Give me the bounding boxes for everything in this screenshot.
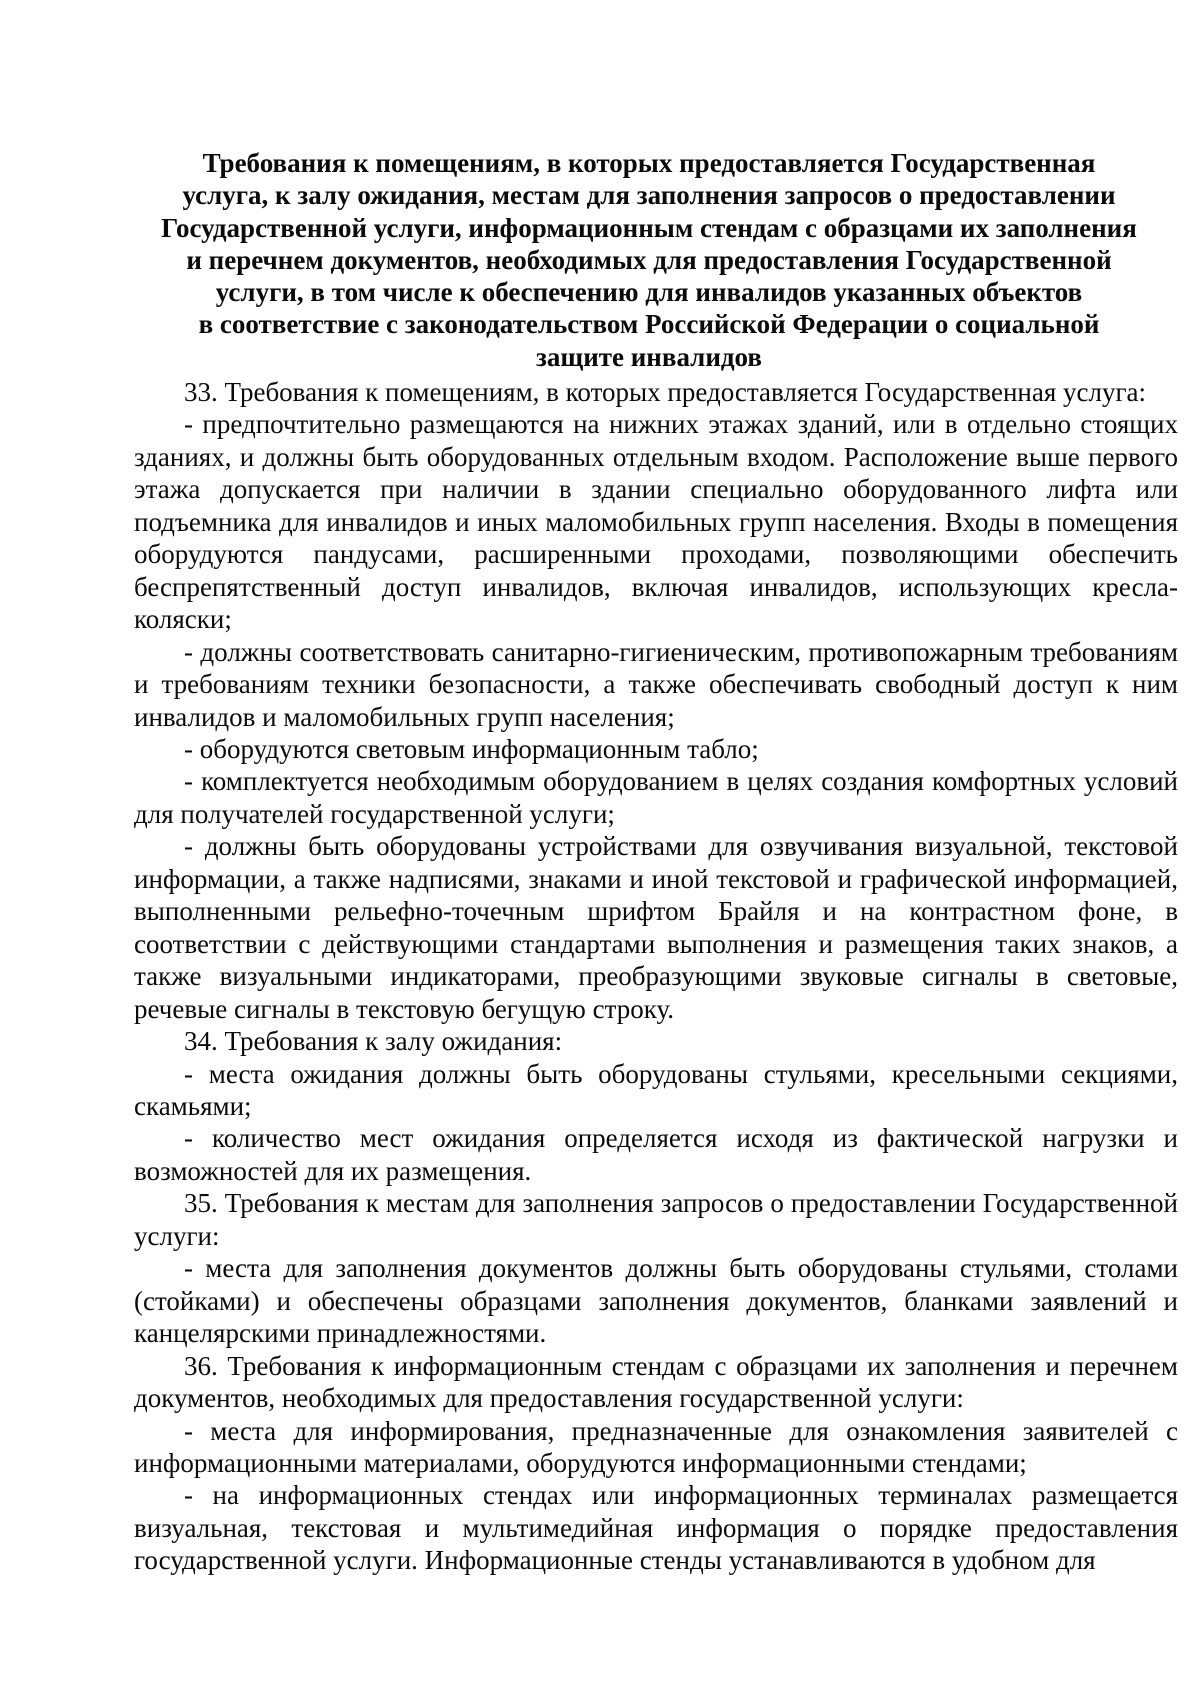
section-heading: [120, 147, 1178, 373]
clause-35-title: 35. Требования к местам для заполнения запросов о предоставлении Государственной услуги:: [134, 1188, 1178, 1251]
heading-line: и перечнем документов, необходимых для предоставления Государственной: [186, 244, 1112, 275]
clause-33-item-location: - предпочтительно размещаются на нижних этажах зданий, или в отдельно стоящих зданиях, и должны быть оборудованных отдельным входом. Расположение выше первого этажа допускается при наличии в здании специально оборудованного лифта или подъемника для инвалидов и иных маломобильных групп населения. Входы в помещения оборудуются пандусами, расширенными проходами, позволяющими обеспечить беспрепятственный доступ инвалидов, включая инвалидов, использующих кресла-коляски;: [134, 409, 1178, 635]
heading-line: услуга, к залу ожидания, местам для заполнения запросов о предоставлении: [182, 180, 1116, 211]
heading-line: в соответствие с законодательством Российской Федерации о социальной: [198, 309, 1100, 340]
heading-line: Требования к помещениям, в которых предоставляется Государственная: [202, 148, 1096, 178]
clause-33-title: 33. Требования к помещениям, в которых предоставляется Государственная услуга:: [184, 377, 1147, 407]
clause-34-item-seating: - места ожидания должны быть оборудованы стульями, кресельными секциями, скамьями;: [134, 1058, 1178, 1121]
document-body: [134, 376, 1178, 1577]
heading-line: услуги, в том числе к обеспечению для инвалидов указанных объектов: [215, 277, 1083, 308]
clause-33-item-equipment: - комплектуется необходимым оборудованием в целях создания комфортных условий для получателей государственной услуги;: [134, 766, 1178, 829]
clause-33-item-sanitary: - должны соответствовать санитарно-гигиеническим, противопожарным требованиям и требованиям техники безопасности, а также обеспечивать свободный доступ к ним инвалидов и маломобильных групп населения;: [134, 636, 1178, 732]
heading-line: Государственной услуги, информационным стендам с образцами их заполнения: [161, 212, 1137, 243]
clause-33-item-accessibility: - должны быть оборудованы устройствами для озвучивания визуальной, текстовой информации, а также надписями, знаками и иной текстовой и графической информацией, выполненными рельефно-точечным шрифтом Брайля и на контрастном фоне, в соответствии с действующими стандартами выполнения и размещения таких знаков, а также визуальными индикаторами, преобразующими звуковые сигналы в световые, речевые сигналы в текстовую бегущую строку.: [134, 831, 1178, 1024]
clause-33-item-display-board: - оборудуются световым информационным табло;: [184, 733, 759, 764]
clause-35-item-workplaces: - места для заполнения документов должны быть оборудованы стульями, столами (стойками) и обеспечены образцами заполнения документов, бланками заявлений и канцелярскими принадлежностями.: [134, 1253, 1178, 1349]
clause-36-item-info-stands: - места для информирования, предназначенные для ознакомления заявителей с информационными материалами, оборудуются информационными стендами;: [134, 1415, 1178, 1478]
clause-34-title: 34. Требования к залу ожидания:: [184, 1026, 563, 1057]
clause-36-title: 36. Требования к информационным стендам с образцами их заполнения и перечнем документов, необходимых для предоставления государственной услуги:: [134, 1350, 1178, 1414]
clause-34-item-capacity: - количество мест ожидания определяется исходя из фактической нагрузки и возможностей для их размещения.: [134, 1123, 1178, 1186]
clause-36-item-info-content: - на информационных стендах или информационных терминалах размещается визуальная, текстовая и мультимедийная информация о порядке предоставления государственной услуги. Информационные стенды устанавливаются в удобном для: [134, 1480, 1178, 1576]
heading-line: защите инвалидов: [536, 341, 762, 372]
